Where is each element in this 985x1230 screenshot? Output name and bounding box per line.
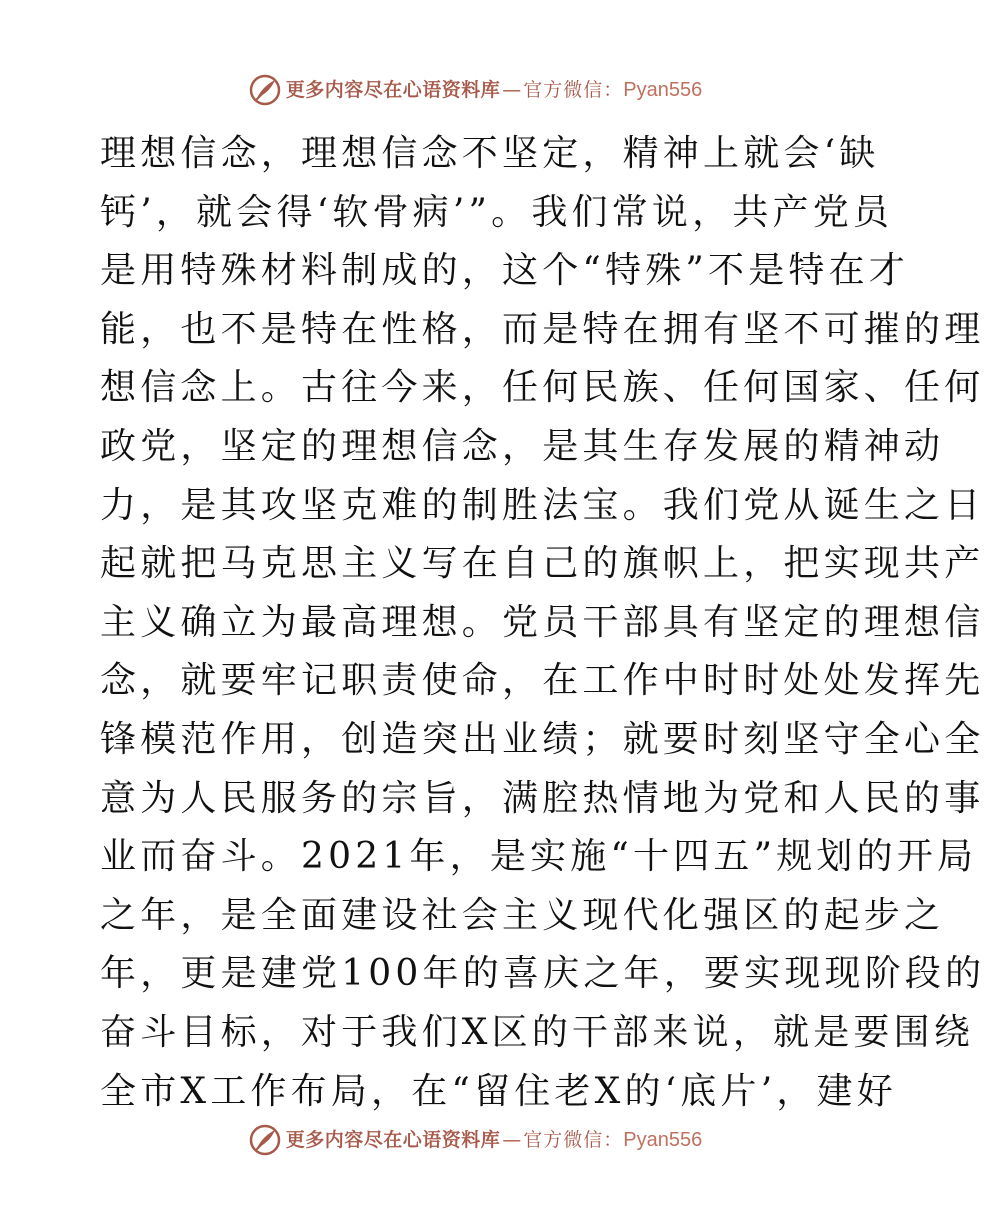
header-watermark — [0, 72, 950, 108]
watermark-weixin-id: Pyan556 — [623, 79, 703, 101]
document-body — [100, 125, 985, 1121]
quill-logo-icon — [248, 1123, 282, 1157]
watermark-weixin-id: Pyan556 — [623, 1129, 703, 1151]
text-line: 之年，是全面建设社会主义现代化强区的起步之 — [100, 894, 945, 936]
text-line: 起就把马克思主义写在自己的旗帜上，把实现共产 — [100, 543, 985, 585]
watermark-weixin-label: 官方微信： — [523, 79, 624, 101]
text-line: 意为人民服务的宗旨，满腔热情地为党和人民的事 — [100, 777, 985, 819]
text-line: 主义确立为最高理想。党员干部具有坚定的理想信 — [100, 601, 985, 643]
text-line: 想信念上。古往今来，任何民族、任何国家、任何 — [100, 367, 985, 409]
quill-logo-icon — [248, 73, 282, 107]
text-line: 力，是其攻坚克难的制胜法宝。我们党从诞生之日 — [100, 484, 985, 526]
text-line: 理想信念，理想信念不坚定，精神上就会‘缺 — [100, 133, 880, 174]
text-line: 年，更是建党100年的喜庆之年，要实现现阶段的 — [100, 953, 985, 995]
watermark-dash: — — [502, 1129, 522, 1151]
watermark-weixin-label: 官方微信： — [523, 1129, 624, 1151]
text-line: 锋模范作用，创造突出业绩；就要时刻坚守全心全 — [100, 718, 985, 760]
text-line: 钙’，就会得‘软骨病’”。我们常说，共产党员 — [100, 191, 894, 233]
footer-watermark — [0, 1122, 950, 1158]
text-line: 业而奋斗。2021年，是实施“十四五”规划的开局 — [100, 836, 978, 878]
text-line: 能，也不是特在性格，而是特在拥有坚不可摧的理 — [100, 308, 985, 350]
text-line: 政党，坚定的理想信念，是其生存发展的精神动 — [100, 425, 945, 467]
text-line: 念，就要牢记职责使命，在工作中时时处处发挥先 — [100, 660, 985, 702]
text-line: 奋斗目标，对于我们X区的干部来说，就是要围绕 — [100, 1011, 975, 1053]
text-line: 是用特殊材料制成的，这个“特殊”不是特在才 — [100, 250, 910, 292]
text-line: 全市X工作布局，在“留住老X的‘底片’，建好 — [100, 1070, 897, 1112]
watermark-dash: — — [502, 79, 522, 101]
watermark-site-text: 更多内容尽在心语资料库 — [285, 1129, 501, 1151]
watermark-site-text: 更多内容尽在心语资料库 — [285, 79, 501, 101]
